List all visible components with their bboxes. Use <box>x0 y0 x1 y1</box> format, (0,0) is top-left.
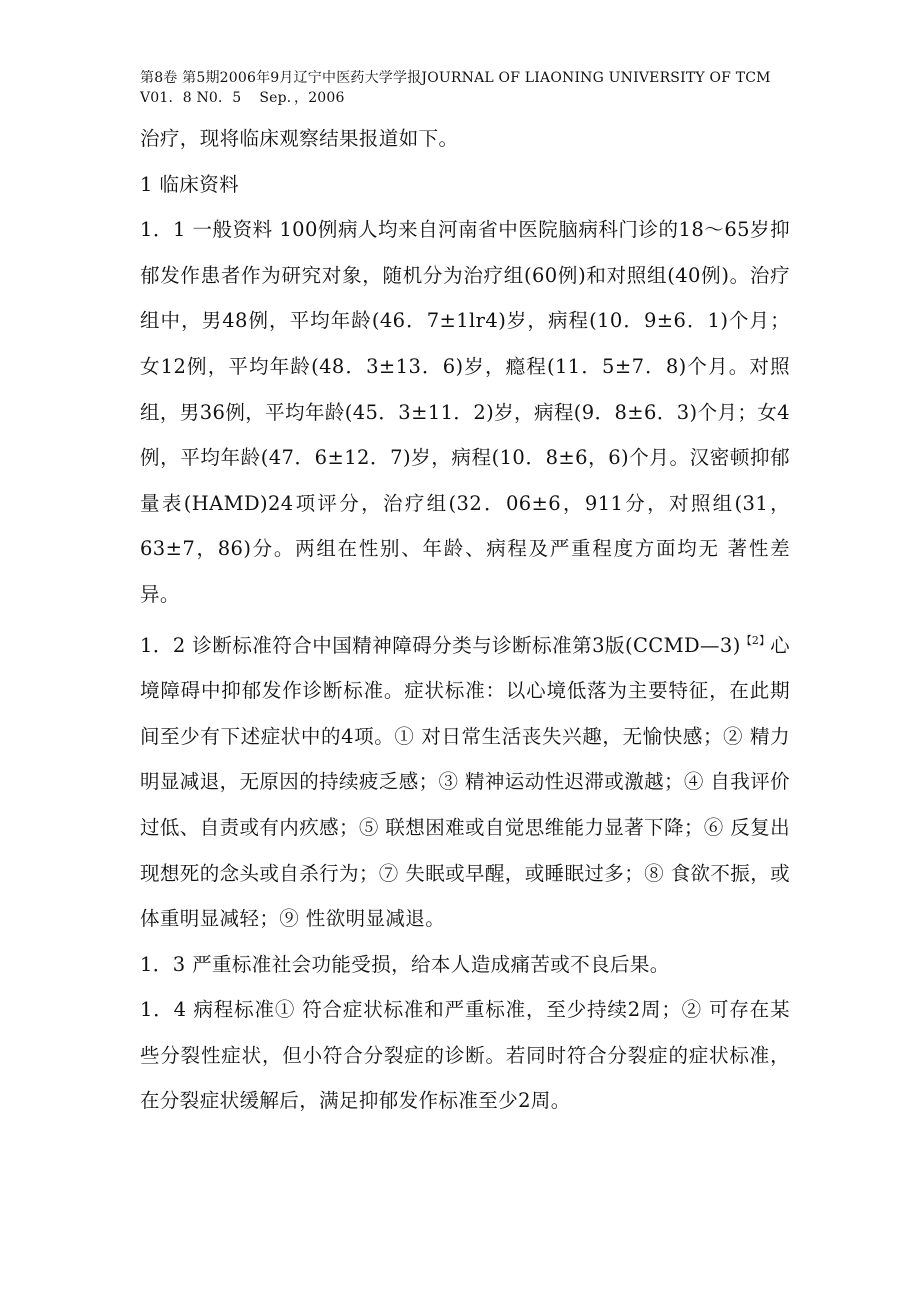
article-body <box>140 116 790 1124</box>
journal-date: Sep．，2006 <box>259 90 345 106</box>
journal-header-line1: 第8卷 第5期2006年9月辽宁中医药大学学报JOURNAL OF LIAONING UNIVERSITY OF TCM <box>140 70 771 86</box>
paragraph-general-data: 1．1 一般资料 100例病人均来自河南省中医院脑病科门诊的18～65岁抑郁发作患者作为研究对象，随机分为治疗组(60例)和对照组(40例)。治疗组中，男48例，平均年龄(46．7±1lr4)岁，病程(10．9±6．1)个月；女12例，平均年龄(48．3±13．6)岁，瘾程(11．5±7．8)个月。对照组，男36例，平均年龄(45．3±11．2)岁，病程(9．8±6．3)个月；女4例，平均年龄(47．6±12．7)岁，病程(10．8±6，6)个月。汉密顿抑郁量表(HAMD)24项评分，治疗组(32．06±6，911分，对照组(31，63±7，86)分。两组在性别、年龄、病程及严重程度方面均无 著性差异。 <box>140 218 790 606</box>
journal-volume: V01．8 N0．5 <box>140 90 242 106</box>
paragraph-diagnostic-criteria <box>140 618 790 942</box>
diagnostic-criteria-lead: 1．2 诊断标准符合中国精神障碍分类与诊断标准第3版(CCMD—3) <box>140 633 741 657</box>
journal-header-line2 <box>140 88 771 108</box>
diagnostic-criteria-body: 心境障碍中抑郁发作诊断标准。症状标准：以心境低落为主要特征，在此期间至少有下述症状中的4项。① 对日常生活丧失兴趣，无愉快感；② 精力明显减退，无原因的持续疲乏感；③ 精神运动性迟滞或激越；④ 自我评价过低、自责或有内疚感；⑤ 联想困难或自觉思维能力显著下降；⑥ 反复出现想死的念头或自杀行为；⑦ 失眠或早醒，或睡眠过多；⑧ 食欲不振，或体重明显减轻；⑨ 性欲明显减退。 <box>140 633 790 931</box>
section-heading-clinical-data: 1 临床资料 <box>140 172 240 196</box>
reference-marker: 【2】 <box>740 633 771 647</box>
paragraph-intro-end: 治疗，现将临床观察结果报道如下。 <box>140 127 459 150</box>
paragraph-course-criteria: 1．4 病程标准① 符合症状标准和严重标准，至少持续2周；② 可存在某些分裂性症状，但小符合分裂症的诊断。若同时符合分裂症的症状标准，在分裂症状缓解后，满足抑郁发作标准至少2周。 <box>140 998 790 1113</box>
journal-header <box>140 68 771 108</box>
paragraph-severity-criteria: 1．3 严重标准社会功能受损，给本人造成痛苦或不良后果。 <box>140 952 670 976</box>
